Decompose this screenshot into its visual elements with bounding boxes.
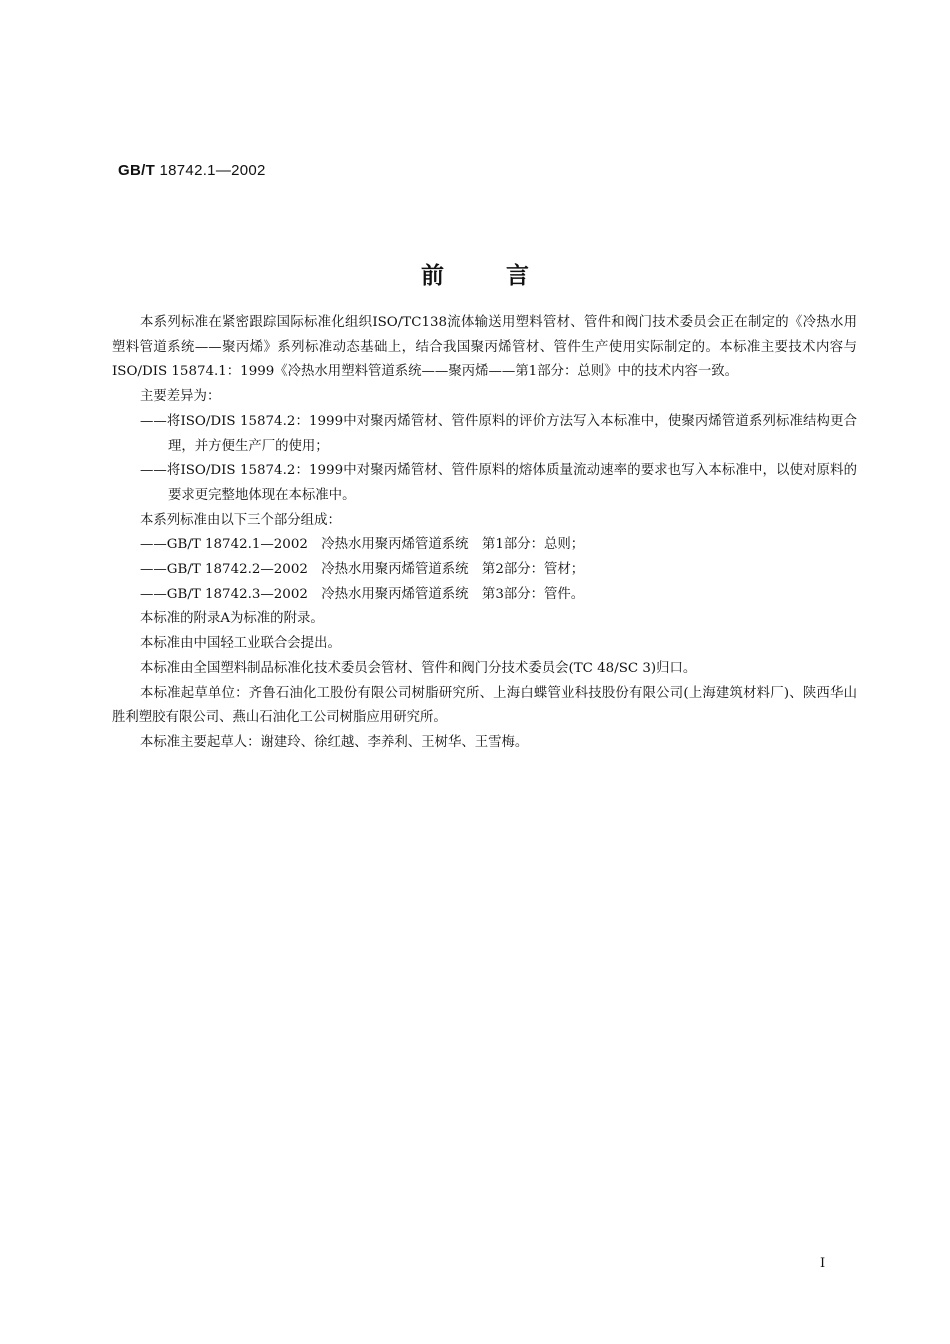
difference-item: ——将ISO/DIS 15874.2：1999中对聚丙烯管材、管件原料的评价方法写入本标准中，使聚丙烯管道系列标准结构更合理，并方便生产厂的使用； xyxy=(140,413,857,454)
parts-heading: 本系列标准由以下三个部分组成： xyxy=(140,512,341,528)
centralized-by-paragraph: 本标准由全国塑料制品标准化技术委员会管材、管件和阀门分技术委员会(TC 48/SC 3)归口。 xyxy=(140,660,697,676)
differences-heading: 主要差异为： xyxy=(140,389,221,405)
part-item: ——GB/T 18742.3—2002 冷热水用聚丙烯管道系统 第3部分：管件。 xyxy=(140,586,585,602)
difference-item: ——将ISO/DIS 15874.2：1999中对聚丙烯管材、管件原料的熔体质量流动速率的要求也写入本标准中，以使对原料的要求更完整地体现在本标准中。 xyxy=(140,463,857,503)
standard-number: 18742.1—2002 xyxy=(159,162,266,179)
intro-paragraph: 本系列标准在紧密跟踪国际标准化组织ISO/TC138流体输送用塑料管材、管件和阀门技术委员会正在制定的《冷热水用塑料管道系统——聚丙烯》系列标准动态基础上，结合我国聚丙烯管材、管件生产使用实际制定的。本标准主要技术内容与ISO/DIS 15874.1：1999《冷热水用塑料管道系统——聚丙烯——第1部分：总则》中的技术内容一致。 xyxy=(112,315,857,380)
drafting-units-paragraph: 本标准起草单位：齐鲁石油化工股份有限公司树脂研究所、上海白蝶管业科技股份有限公司(上海建筑材料厂)、陕西华山胜利塑胶有限公司、燕山石油化工公司树脂应用研究所。 xyxy=(112,685,857,726)
page-number: I xyxy=(820,1256,826,1271)
part-item: ——GB/T 18742.2—2002 冷热水用聚丙烯管道系统 第2部分：管材； xyxy=(140,562,585,578)
standard-number-header xyxy=(118,162,266,179)
annex-paragraph: 本标准的附录A为标准的附录。 xyxy=(140,611,324,627)
drafters-paragraph: 本标准主要起草人：谢建玲、徐红越、李养利、王树华、王雪梅。 xyxy=(140,734,529,750)
foreword-body xyxy=(112,311,857,756)
part-item: ——GB/T 18742.1—2002 冷热水用聚丙烯管道系统 第1部分：总则； xyxy=(140,537,585,553)
proposed-by-paragraph: 本标准由中国轻工业联合会提出。 xyxy=(140,636,341,652)
page-title: 前言 xyxy=(421,263,591,289)
standard-prefix: GB/T xyxy=(118,162,156,179)
